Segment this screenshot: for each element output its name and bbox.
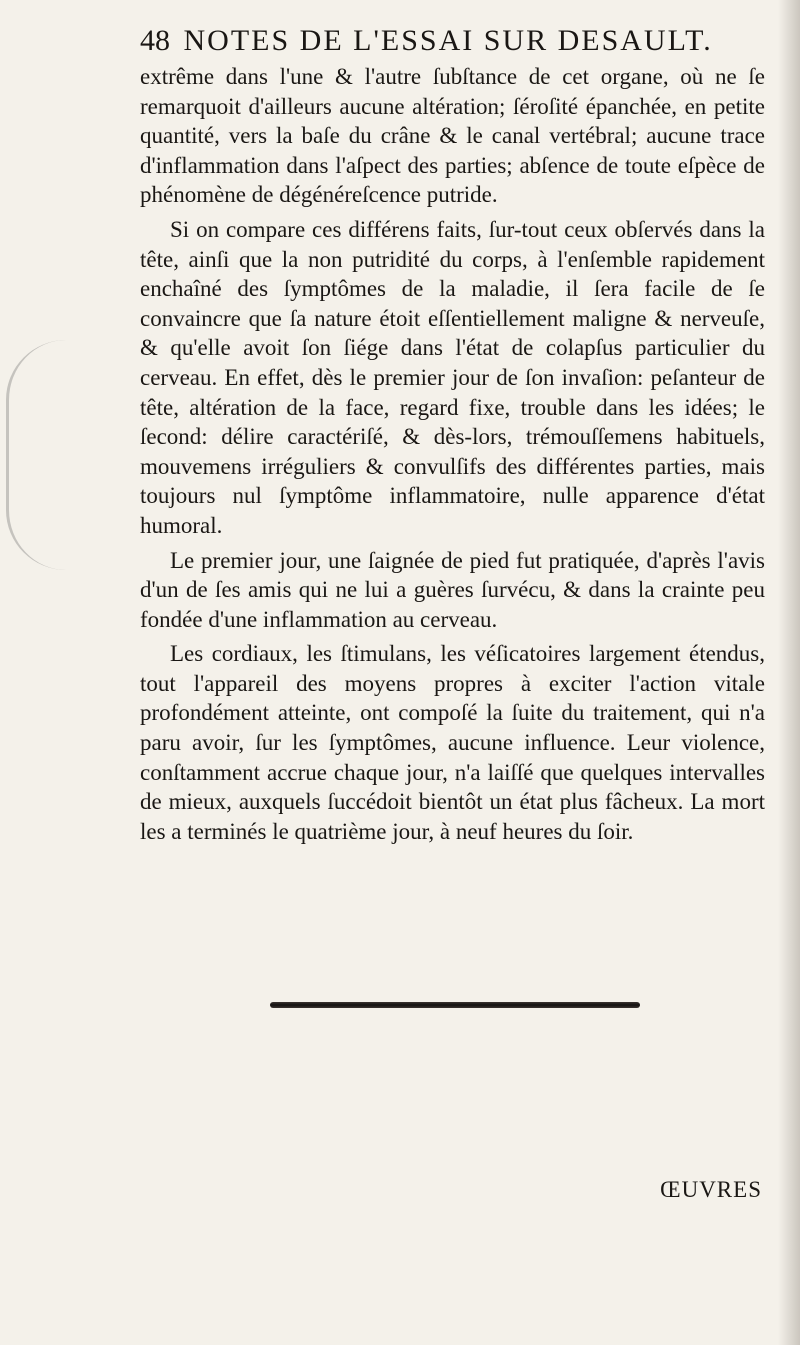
page-edge-shadow — [778, 0, 800, 1345]
page-number: 48 — [140, 24, 170, 57]
running-header — [140, 24, 765, 58]
paragraph: Si on compare ces différens faits, ſur-tout ceux obſervés dans la tête, ainſi que la non putridité du corps, à l'enſemble rapidement enchaîné des ſymptômes de la maladie, il ſera facile de ſe convaincre que ſa nature étoit eſſentiellement maligne & nerveuſe, & qu'elle avoit ſon ſiége dans l'état de colapſus particulier du cerveau. En effet, dès le premier jour de ſon invaſion: peſanteur de tête, altération de la face, regard fixe, trouble dans les idées; le ſecond: délire caractériſé, & dès-lors, trémouſſemens habituels, mouvemens irréguliers & convulſifs des différentes parties, mais toujours nul ſymptôme inflammatoire, nulle apparence d'état humoral. — [140, 216, 765, 538]
catchword: ŒUVRES — [660, 1177, 762, 1202]
library-stamp — [6, 340, 87, 570]
paragraph: Le premier jour, une ſaignée de pied fut pratiquée, d'après l'avis d'un de ſes amis qui ne lui a guères ſurvécu, & dans la crainte peu fondée d'une inflammation au cerveau. — [140, 547, 765, 632]
section-divider-rule — [270, 1002, 640, 1008]
paragraph: Les cordiaux, les ſtimulans, les véſicatoires largement étendus, tout l'appareil des moyens propres à exciter l'action vitale profondément atteinte, ont compoſé la ſuite du traitement, qui n'a paru avoir, ſur les ſymptômes, aucune influence. Leur violence, conſtamment accrue chaque jour, n'a laiſſé que quelques intervalles de mieux, auxquels ſuccédoit bientôt un état plus fâcheux. La mort les a terminés le quatrième jour, à neuf heures du ſoir. — [140, 641, 765, 844]
running-title: NOTES DE L'ESSAI SUR DESAULT. — [183, 24, 713, 57]
text-body — [140, 62, 765, 851]
paragraph-continuation: extrême dans l'une & l'autre ſubſtance de cet organe, où ne ſe remarquoit d'ailleurs aucune altération; ſéroſité épanchée, en petite quantité, vers la baſe du crâne & le canal vertébral; aucune trace d'inflammation dans l'aſpect des parties; abſence de toute eſpèce de phénomène de dégénéreſcence putride. — [140, 64, 765, 208]
